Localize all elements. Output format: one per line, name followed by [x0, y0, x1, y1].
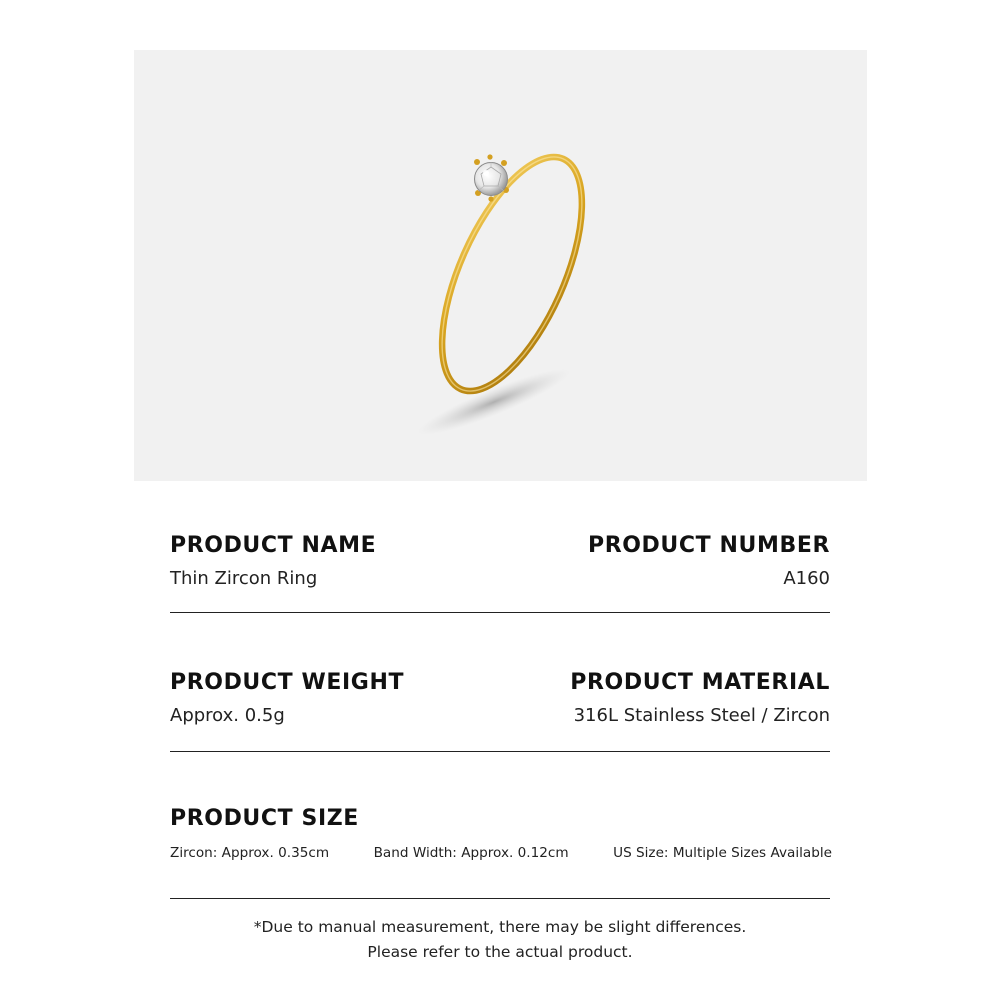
product-number-block — [588, 533, 830, 590]
band-width-value: Band Width: Approx. 0.12cm — [373, 845, 569, 861]
zircon-stone — [475, 162, 508, 196]
product-weight-value: Approx. 0.5g — [170, 705, 285, 726]
disclaimer-line-1: *Due to manual measurement, there may be slight differences. — [253, 918, 747, 936]
product-name-block — [170, 533, 376, 590]
product-weight-label: PRODUCT WEIGHT — [170, 670, 405, 695]
product-material-block — [570, 670, 830, 727]
product-photo — [134, 50, 867, 481]
product-name-value: Thin Zircon Ring — [170, 568, 318, 589]
zircon-size-value: Zircon: Approx. 0.35cm — [170, 845, 330, 861]
product-material-label: PRODUCT MATERIAL — [570, 670, 830, 695]
product-name-label: PRODUCT NAME — [170, 533, 377, 558]
divider — [170, 898, 830, 899]
gold-solitaire-ring-photo — [134, 50, 867, 481]
measurement-disclaimer — [0, 915, 1000, 965]
product-weight-block — [170, 670, 404, 727]
divider — [170, 751, 830, 752]
product-material-value: 316L Stainless Steel / Zircon — [573, 705, 830, 726]
product-size-label: PRODUCT SIZE — [170, 806, 359, 831]
ring-shadow — [413, 359, 575, 445]
product-number-label: PRODUCT NUMBER — [587, 533, 830, 558]
product-number-value: A160 — [783, 568, 830, 589]
ring-band — [413, 138, 611, 411]
product-size-block — [170, 806, 359, 832]
divider — [170, 612, 830, 613]
us-size-value: US Size: Multiple Sizes Available — [613, 845, 832, 861]
product-size-values — [170, 843, 832, 863]
disclaimer-line-2: Please refer to the actual product. — [367, 943, 633, 961]
